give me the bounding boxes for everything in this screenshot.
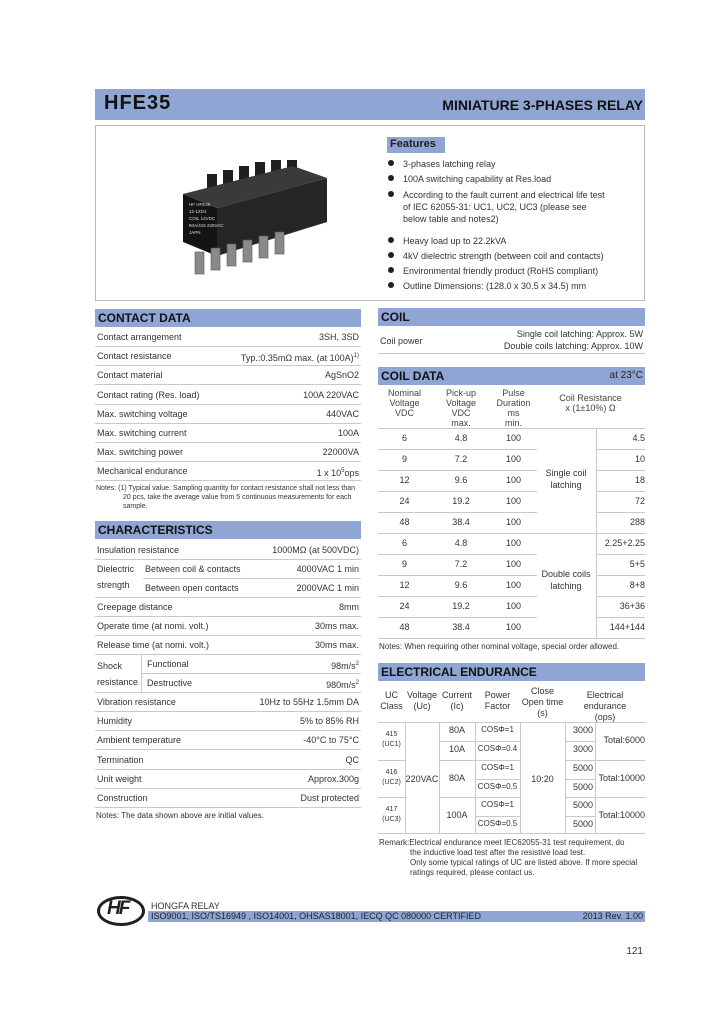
coil-resistance: 288 <box>629 517 645 527</box>
feature-text: According to the fault current and electrical life test <box>403 189 605 200</box>
shock-label-2: resistance <box>97 677 139 687</box>
coil-pulse: 100 <box>505 433 522 443</box>
endurance-header-line: (Ic) <box>450 701 464 711</box>
coil-header-pickup <box>431 388 491 428</box>
endurance-header-line: Class <box>380 701 403 711</box>
uc-class-line: 416 <box>385 769 398 776</box>
dielectric-label-1: Dielectric <box>97 564 135 574</box>
feature-text: Outline Dimensions: (128.0 x 30.5 x 34.5) mm <box>403 281 587 292</box>
endurance-header-line: Open time <box>521 697 564 707</box>
coil-header-line: Nominal <box>387 388 421 398</box>
uc-class-line: (UC3) <box>382 816 401 823</box>
endurance-current: 100A <box>446 810 468 820</box>
contact-value <box>319 328 359 346</box>
coil-pickup: 38.4 <box>452 517 470 527</box>
coil-pickup: 4.8 <box>454 433 468 443</box>
endurance-header-line: UC <box>385 690 398 700</box>
uc-class-id <box>378 805 405 825</box>
contact-label: Contact rating (Res. load) <box>97 389 200 400</box>
certifications: ISO9001, ISO/TS16949 , ISO14001, OHSAS18001, IECQ QC 080000 CERTIFIED <box>151 911 482 921</box>
characteristic-row-value: 10Hz to 55Hz 1.5mm DA <box>259 697 359 707</box>
characteristic-row-label: Vibration resistance <box>97 697 176 707</box>
contact-row <box>95 424 361 443</box>
coil-data-note: Notes: When requiring other nominal voltage, special order allowed. <box>379 642 620 651</box>
bullet-icon <box>388 237 394 243</box>
svg-text:COIL 12VDC: COIL 12VDC <box>189 216 216 221</box>
coil-voltage: 24 <box>399 496 410 506</box>
characteristic-row-label: Unit weight <box>97 773 142 784</box>
coil-pulse: 100 <box>505 580 522 590</box>
coil-resistance: 8+8 <box>629 580 645 590</box>
operate-time-row <box>95 617 361 636</box>
contact-label: Contact arrangement <box>97 332 182 342</box>
coil-pulse: 100 <box>505 475 522 485</box>
endurance-remark: Remark:Electrical endurance meet IEC62055-31 test requirement, do the inductive load test after the resistive load test. Only some typical ratings of UC are listed above. If more special ratings required, please contact us. <box>379 838 638 877</box>
contact-label: Max. switching power <box>97 447 184 458</box>
coil-data-title: COIL DATA <box>378 367 645 385</box>
uc-class-line: (UC1) <box>382 741 401 748</box>
coil-pulse: 100 <box>505 454 522 464</box>
coil-resistance: 144+144 <box>609 622 645 632</box>
feature-item <box>388 265 598 277</box>
feature-item <box>388 189 605 225</box>
coil-double-line: Double coils <box>541 569 591 579</box>
characteristics-title: CHARACTERISTICS <box>95 521 361 539</box>
endurance-header-line: Voltage <box>406 690 438 700</box>
insulation-row <box>95 541 361 560</box>
contact-row <box>95 366 361 385</box>
divider <box>565 760 645 761</box>
coil-single-line: latching <box>550 480 582 490</box>
divider <box>378 491 645 492</box>
endurance-header-line: Electrical endurance <box>583 690 627 711</box>
endurance-header-line: (s) <box>537 708 548 718</box>
endurance-current: 80A <box>448 725 465 735</box>
contact-row <box>95 462 361 481</box>
contact-value-sup: 1) <box>353 353 359 360</box>
endurance-ops: 5000 <box>572 819 593 829</box>
coil-voltage: 48 <box>399 517 410 527</box>
contact-value-text: 100A 220VAC <box>303 389 359 400</box>
dielectric-open-value: 2000VAC 1 min <box>296 583 359 593</box>
divider <box>378 449 645 450</box>
coil-pickup: 7.2 <box>454 454 468 464</box>
coil-double-label <box>536 568 596 592</box>
endurance-total: Total:6000 <box>603 735 645 745</box>
close-open-time: 10:20 <box>531 774 554 784</box>
contact-value-text: Typ.:0.35mΩ max. (at 100A) <box>240 353 354 364</box>
endurance-voltage: 220VAC <box>405 774 439 784</box>
coil-voltage: 9 <box>401 559 407 569</box>
divider <box>378 596 645 597</box>
endurance-ops: 5000 <box>572 800 593 810</box>
uc-class-id <box>378 730 405 750</box>
coil-header-line: Voltage <box>389 398 420 408</box>
dielectric-row <box>95 560 361 598</box>
feature-item <box>388 250 604 262</box>
divider <box>565 797 645 798</box>
page-number: 121 <box>626 946 643 957</box>
bullet-icon <box>388 175 394 181</box>
endurance-total: Total:10000 <box>598 773 645 783</box>
coil-resistance: 72 <box>634 496 645 506</box>
shock-functional-text: 98m/s <box>331 661 356 671</box>
divider <box>378 554 645 555</box>
endurance-total: Total:10000 <box>598 810 645 820</box>
model-title: HFE35 <box>104 92 172 114</box>
coil-header-line: Duration <box>496 398 531 408</box>
svg-text:12-1ZD1: 12-1ZD1 <box>189 209 207 214</box>
coil-resistance: 2.25+2.25 <box>604 538 645 548</box>
feature-item <box>388 158 496 170</box>
coil-header-resistance <box>536 393 645 413</box>
coil-single-label <box>536 467 596 491</box>
dielectric-open-label: Between open contacts <box>145 583 239 593</box>
feature-text: 3-phases latching relay <box>403 159 496 169</box>
contact-value <box>325 366 359 384</box>
divider <box>378 533 645 534</box>
contact-value-text: 100A <box>337 428 359 438</box>
coil-voltage: 48 <box>399 622 410 632</box>
endurance-header-line: (Uc) <box>413 701 431 711</box>
coil-header-line: VDC <box>451 408 471 418</box>
characteristic-row <box>95 693 361 712</box>
release-time-row <box>95 636 361 655</box>
creepage-row <box>95 598 361 617</box>
shock-destructive-sup: 2 <box>355 680 359 686</box>
divider <box>565 816 595 817</box>
insulation-row-label: Insulation resistance <box>97 545 180 555</box>
coil-pulse: 100 <box>505 622 522 632</box>
divider <box>378 428 645 429</box>
contact-value-text: 440VAC <box>326 408 359 419</box>
svg-text:HF HFE35: HF HFE35 <box>189 202 211 207</box>
characteristic-row <box>95 789 361 808</box>
insulation-row-value: 1000MΩ (at 500VDC) <box>272 545 359 555</box>
characteristic-row <box>95 751 361 770</box>
svg-text:JAPN: JAPN <box>189 230 201 235</box>
feature-item <box>388 235 506 247</box>
contact-value <box>317 462 359 482</box>
coil-pickup: 19.2 <box>452 601 470 611</box>
endurance-header-line: Factor <box>484 701 511 711</box>
uc-class-id <box>378 768 405 788</box>
endurance-ops: 5000 <box>572 782 593 792</box>
contact-value <box>241 347 359 367</box>
coil-header-line: max. <box>451 418 471 428</box>
shock-functional-sup: 2 <box>355 661 359 667</box>
characteristic-row-value: Approx.300g <box>307 773 359 784</box>
contact-label: Mechanical endurance <box>97 466 188 477</box>
divider <box>378 617 645 618</box>
divider <box>475 816 520 817</box>
bullet-icon <box>388 160 394 166</box>
characteristic-row-value: QC <box>345 754 359 765</box>
coil-power-double: Double coils latching: Approx. 10W <box>503 341 643 351</box>
divider <box>475 779 520 780</box>
coil-data-temperature: at 23°C <box>609 370 643 381</box>
contact-row <box>95 405 361 424</box>
endurance-header-pf <box>475 690 520 712</box>
coil-voltage: 6 <box>401 433 407 443</box>
contact-value-text: 22000VA <box>322 447 359 458</box>
operate-time-row-label: Operate time (at nomi. volt.) <box>97 621 209 631</box>
uc-class-line: (UC2) <box>382 779 401 786</box>
characteristic-row-value: -40°C to 75°C <box>303 735 359 746</box>
coil-resistance: 4.5 <box>632 433 645 443</box>
features-title: Features <box>387 137 445 153</box>
coil-header-line: x (1±10%) Ω <box>565 403 616 413</box>
divider <box>596 428 597 638</box>
characteristic-row <box>95 770 361 789</box>
characteristic-row <box>95 712 361 731</box>
coil-power-row <box>378 328 645 354</box>
divider <box>378 470 645 471</box>
power-factor: COSΦ=0.4 <box>477 744 518 753</box>
creepage-row-value: 8mm <box>339 602 359 612</box>
shock-functional-value <box>331 655 359 675</box>
endurance-ops: 3000 <box>572 744 593 754</box>
contact-label: Max. switching current <box>97 428 187 438</box>
contact-label: Contact resistance <box>97 351 172 362</box>
feature-text: 4kV dielectric strength (between coil and contacts) <box>403 250 604 261</box>
coil-pickup: 9.6 <box>454 475 468 485</box>
coil-voltage: 24 <box>399 601 410 611</box>
characteristics-note: Notes: The data shown above are initial values. <box>96 811 264 820</box>
coil-pickup: 19.2 <box>452 496 470 506</box>
contact-value-text: 3SH, 3SD <box>318 332 359 342</box>
feature-item <box>388 280 586 292</box>
endurance-current: 10A <box>448 744 465 754</box>
coil-voltage: 12 <box>399 475 410 485</box>
svg-text:80A/415 220VAC: 80A/415 220VAC <box>189 223 224 228</box>
coil-resistance: 5+5 <box>629 559 645 569</box>
revision: 2013 Rev. 1.00 <box>582 911 643 921</box>
endurance-header-line: Power <box>484 690 511 700</box>
characteristic-row-value: 5% to 85% RH <box>299 716 359 727</box>
contact-label: Max. switching voltage <box>97 408 188 419</box>
shock-destructive-label: Destructive <box>147 678 193 688</box>
coil-single-line: Single coil <box>545 468 587 478</box>
divider <box>378 722 645 723</box>
divider <box>378 575 645 576</box>
coil-pulse: 100 <box>505 559 522 569</box>
endurance-header-uc <box>378 690 405 712</box>
shock-destructive-value <box>326 674 359 694</box>
feature-text: below table and notes2) <box>403 213 499 224</box>
coil-power-single: Single coil latching: Approx. 5W <box>516 329 643 339</box>
contact-value <box>326 405 359 423</box>
coil-voltage: 12 <box>399 580 410 590</box>
coil-header-line: ms <box>507 408 520 418</box>
endurance-title: ELECTRICAL ENDURANCE <box>378 663 645 681</box>
creepage-row-label: Creepage distance <box>97 602 173 612</box>
contact-row <box>95 347 361 366</box>
coil-header-line: VDC <box>394 408 414 418</box>
power-factor: COSΦ=0.5 <box>477 819 518 828</box>
contact-label: Contact material <box>97 370 163 381</box>
characteristic-row-label: Humidity <box>97 716 133 727</box>
endurance-current: 80A <box>448 773 465 783</box>
bullet-icon <box>388 282 394 288</box>
coil-voltage: 9 <box>401 454 407 464</box>
coil-resistance: 18 <box>634 475 645 485</box>
divider <box>378 512 645 513</box>
coil-title: COIL <box>378 308 645 326</box>
coil-header-line: Pick-up <box>445 388 476 398</box>
feature-item <box>388 173 551 185</box>
divider <box>565 779 595 780</box>
contact-note: Notes: (1) Typical value. Sampling quantity for contact resistance shall not less than 20 pcs, take the average value from 5 continuous measurements for each sample. <box>96 485 356 510</box>
contact-value <box>323 443 359 461</box>
endurance-header-line: Close <box>530 686 554 696</box>
feature-text: Heavy load up to 22.2kVA <box>403 235 507 246</box>
coil-pulse: 100 <box>505 538 522 548</box>
coil-pickup: 7.2 <box>454 559 468 569</box>
endurance-header-close <box>520 686 565 719</box>
endurance-header-voltage <box>405 690 439 712</box>
endurance-header-current <box>439 690 475 712</box>
release-time-row-value: 30ms max. <box>314 640 359 650</box>
coil-power-label: Coil power <box>380 336 423 346</box>
bullet-icon <box>388 191 394 197</box>
shock-functional-label: Functional <box>147 659 189 669</box>
coil-voltage: 6 <box>401 538 407 548</box>
divider <box>378 797 405 798</box>
characteristic-row-label: Ambient temperature <box>97 735 182 746</box>
coil-double-line: latching <box>550 581 582 591</box>
coil-pickup: 9.6 <box>454 580 468 590</box>
bullet-icon <box>388 252 394 258</box>
contact-value-text: 1 x 10 <box>316 468 342 479</box>
divider <box>143 578 361 579</box>
coil-resistance: 10 <box>634 454 645 464</box>
contact-data-title: CONTACT DATA <box>95 309 361 327</box>
feature-text: Environmental friendly product (RoHS compliant) <box>403 266 599 277</box>
coil-header-line: Coil Resistance <box>559 393 622 403</box>
feature-text: 100A switching capability at Res.load <box>403 174 552 185</box>
power-factor: COSΦ=1 <box>481 763 514 772</box>
coil-pulse: 100 <box>505 496 522 506</box>
operate-time-row-value: 30ms max. <box>314 621 359 631</box>
coil-header-pulse <box>491 388 536 428</box>
divider <box>439 797 520 798</box>
characteristic-row <box>95 731 361 750</box>
contact-value-text: AgSnO2 <box>324 370 359 381</box>
coil-header-line: Pulse <box>502 388 525 398</box>
coil-pulse: 100 <box>505 517 522 527</box>
release-time-row-label: Release time (at nomi. volt.) <box>97 640 210 650</box>
hongfa-logo-letters: HF <box>107 898 129 919</box>
contact-value <box>303 386 359 404</box>
coil-resistance: 36+36 <box>619 601 645 611</box>
divider <box>378 638 645 639</box>
divider <box>475 741 520 742</box>
divider <box>439 741 475 742</box>
dielectric-coil-value: 4000VAC 1 min <box>296 564 359 574</box>
bullet-icon <box>388 267 394 273</box>
shock-label-1: Shock <box>97 661 123 671</box>
shock-destructive-text: 980m/s <box>326 680 356 690</box>
endurance-ops: 5000 <box>572 763 593 773</box>
power-factor: COSΦ=0.5 <box>477 782 518 791</box>
characteristic-row-label: Construction <box>97 793 148 803</box>
coil-pulse: 100 <box>505 601 522 611</box>
coil-header-nominal <box>378 388 431 418</box>
endurance-ops: 3000 <box>572 725 593 735</box>
endurance-header-line: Current <box>441 690 472 700</box>
relay-product-image <box>175 160 335 280</box>
product-subtitle: MINIATURE 3-PHASES RELAY <box>442 97 643 113</box>
power-factor: COSΦ=1 <box>481 800 514 809</box>
endurance-header-line: (ops) <box>594 712 616 722</box>
shock-row <box>95 655 361 693</box>
divider <box>565 741 595 742</box>
company-name: HONGFA RELAY <box>151 901 220 911</box>
characteristic-row-value: Dust protected <box>300 793 359 803</box>
uc-class-line: 417 <box>385 806 398 813</box>
characteristic-row-label: Termination <box>97 754 144 765</box>
divider <box>378 833 645 834</box>
contact-row <box>95 328 361 347</box>
coil-pickup: 38.4 <box>452 622 470 632</box>
contact-row <box>95 386 361 405</box>
divider <box>141 655 142 693</box>
endurance-header-life <box>565 690 645 723</box>
dielectric-label-2: strength <box>97 580 130 590</box>
contact-value-sup: 5 <box>341 468 345 475</box>
coil-header-line: min. <box>504 418 522 428</box>
coil-pickup: 4.8 <box>454 538 468 548</box>
uc-class-line: 415 <box>385 731 398 738</box>
coil-header-line: Voltage <box>445 398 477 408</box>
power-factor: COSΦ=1 <box>481 725 514 734</box>
feature-text: of IEC 62055-31: UC1, UC2, UC3 (please see <box>403 201 587 212</box>
contact-value <box>338 424 359 442</box>
contact-value-suffix: ops <box>344 468 359 479</box>
divider <box>378 760 405 761</box>
divider <box>439 760 520 761</box>
contact-row <box>95 443 361 462</box>
dielectric-coil-label: Between coil & contacts <box>145 564 241 574</box>
